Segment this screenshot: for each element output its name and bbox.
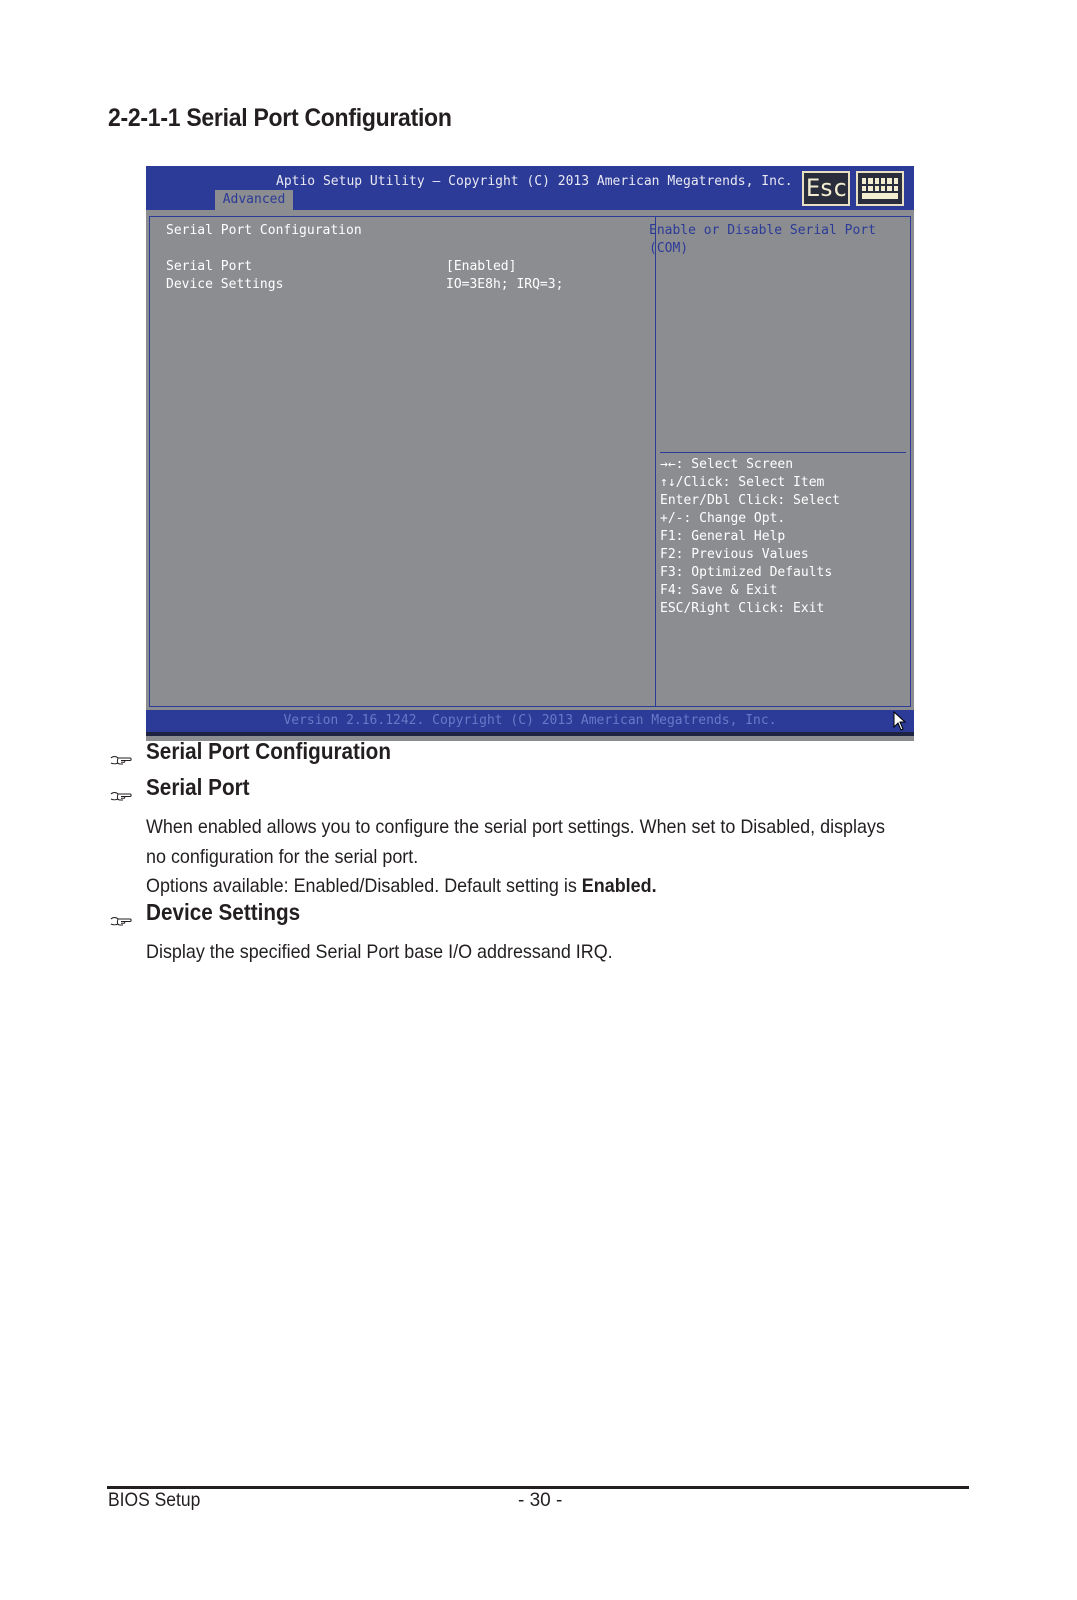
device-settings-value: IO=3E8h; IRQ=3; (446, 277, 564, 292)
pointing-hand-icon (110, 790, 132, 802)
mouse-cursor-icon (893, 711, 907, 731)
item-title-serial-port-configuration: Serial Port Configuration (146, 738, 391, 764)
bios-version-bar: Version 2.16.1242. Copyright (C) 2013 American Megatrends, Inc. (146, 710, 914, 732)
key-legend-item: Enter/Dbl Click: Select (660, 493, 841, 508)
bios-heading: Serial Port Configuration (166, 223, 362, 238)
key-legend-item: F2: Previous Values (660, 547, 809, 562)
key-legend-item: ↑↓/Click: Select Item (660, 475, 825, 490)
key-legend-item: F4: Save & Exit (660, 583, 778, 598)
item-title-device-settings: Device Settings (146, 899, 301, 925)
serial-port-options (146, 871, 900, 901)
key-legend-item: →←: Select Screen (660, 457, 794, 472)
pointing-hand-icon (110, 915, 132, 927)
section-title: 2-2-1-1 Serial Port Configuration (108, 104, 452, 132)
bios-title: Aptio Setup Utility – Copyright (C) 2013 American Megatrends, Inc. (276, 174, 793, 189)
footer-section-name: BIOS Setup (108, 1490, 201, 1511)
help-text: Enable or Disable Serial Port (COM) (649, 223, 876, 256)
bios-header-bar (146, 166, 914, 210)
serial-port-description: When enabled allows you to configure the serial port settings. When set to Disabled, displays no configuration for the serial port. (146, 816, 885, 868)
esc-button[interactable]: Esc (802, 171, 850, 206)
item-title-serial-port: Serial Port (146, 774, 250, 800)
device-settings-label[interactable]: Device Settings (166, 277, 284, 292)
keyboard-button[interactable] (856, 171, 904, 206)
serial-port-value[interactable]: [Enabled] (446, 259, 517, 274)
keyboard-icon (862, 178, 898, 199)
bios-bottom-edge (146, 732, 914, 736)
page-number: - 30 - (518, 1490, 563, 1511)
key-legend-item: F1: General Help (660, 529, 786, 544)
options-text: Options available: Enabled/Disabled. Default setting is (146, 875, 582, 897)
tab-advanced[interactable]: Advanced (215, 190, 293, 210)
bios-screenshot (146, 166, 914, 741)
footer-rule (107, 1486, 969, 1489)
key-legend (660, 456, 840, 618)
key-legend-item: ESC/Right Click: Exit (660, 601, 825, 616)
pointing-hand-icon (110, 754, 132, 766)
device-settings-description: Display the specified Serial Port base I/O addressand IRQ. (146, 941, 613, 963)
key-legend-item: F3: Optimized Defaults (660, 565, 833, 580)
key-legend-item: +/-: Change Opt. (660, 511, 786, 526)
default-setting: Enabled. (581, 875, 657, 897)
help-divider (660, 452, 906, 453)
serial-port-label[interactable]: Serial Port (166, 259, 253, 274)
